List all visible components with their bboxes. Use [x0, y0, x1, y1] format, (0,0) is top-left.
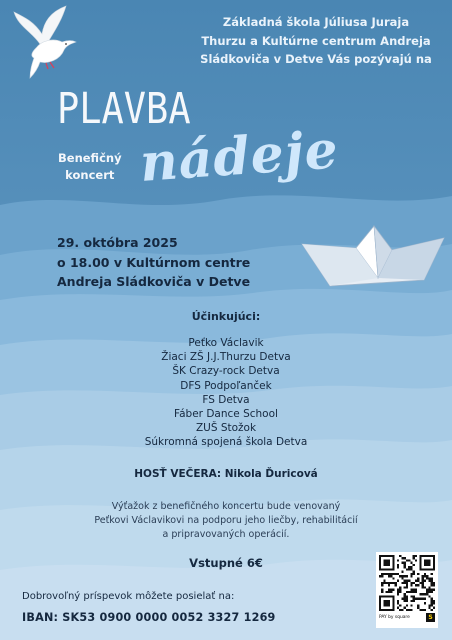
pay-by-square-logo: S [426, 613, 435, 622]
qr-code[interactable] [376, 552, 438, 628]
performer-item: Peťko Václavik [188, 337, 264, 349]
performer-item: DFS Podpoľanček [180, 379, 272, 392]
entry-fee: Vstupné 6€ [189, 556, 263, 570]
proceeds-line-2: Peťkovi Václavikovi na podporu jeho liečby, rehabilitácií [94, 515, 358, 526]
subtitle-line-1: Benefičný [58, 151, 122, 165]
organizers-line-3: Sládkoviča v Detve Vás pozývajú na [200, 52, 432, 66]
performer-item: ŠK Crazy-rock Detva [172, 365, 280, 378]
performers-list [0, 336, 452, 450]
qr-code-icon [379, 555, 435, 611]
qr-label: PAY by square [379, 615, 410, 620]
performer-item: ZUŠ Stožok [195, 422, 257, 435]
proceeds-line-3: a pripravovaných operácií. [162, 529, 290, 540]
performers-heading: Účinkujúci: [191, 310, 261, 323]
event-venue: Andreja Sládkoviča v Detve [57, 274, 251, 289]
organizers-line-1: Základná škola Júliusa Juraja [222, 15, 410, 29]
subtitle [58, 150, 122, 184]
proceeds-line-1: Výťažok z benefičného koncertu bude venovaný [111, 501, 341, 512]
event-time: o 18.00 v Kultúrnom centre [57, 254, 251, 270]
performer-item: FS Detva [202, 393, 250, 406]
guest-of-evening: HOSŤ VEČERA: Nikola Ďuricová [134, 468, 318, 480]
organizers-text [186, 13, 446, 69]
organizers-line-2: Thurzu a Kultúrne centrum Andreja [201, 33, 431, 48]
qr-footer [379, 613, 435, 622]
paper-boat-icon [296, 222, 448, 292]
dove-icon [10, 4, 80, 84]
subtitle-line-2: koncert [65, 168, 115, 182]
event-date: 29. októbra 2025 [57, 235, 178, 250]
performer-item: Žiaci ZŠ J.J.Thurzu Detva [161, 351, 291, 364]
performer-item: Fáber Dance School [174, 408, 278, 421]
donation-text: Dobrovoľný príspevok môžete posielať na: [22, 591, 235, 602]
performer-item: Súkromná spojená škola Detva [144, 436, 308, 449]
title-script: nádeje [137, 119, 341, 194]
title-main: PLAVBA [57, 84, 191, 134]
proceeds-text [0, 500, 452, 542]
iban: IBAN: SK53 0900 0000 0052 3327 1269 [22, 611, 276, 624]
event-details [57, 233, 250, 292]
